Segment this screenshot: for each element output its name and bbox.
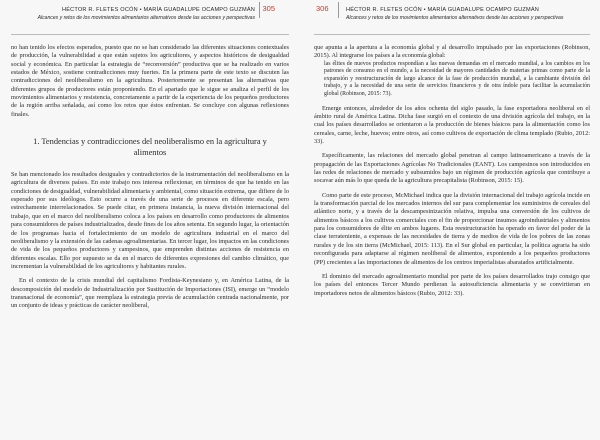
paragraph: Se han mencionado los resultados desiguales y contradictorios de la instrumentación del neoliberalismo en la agricultura de diversos países. En este trabajo nos interesa reflexionar, en términos de que ha tenido en las condiciones de desigualdad, vulnerabilidad alimentaria y ambiental, como situación extrema, que difiere de lo esperado por sus ideólogos. Esto ocurre a través de una serie de procesos en diferente escala, pero estrechamente interrelacionados. Se puede citar, en primera instancia, la nueva división internacional del trabajo, que en el marco del neoliberalismo coloca a los países en desarrollo como productores de alimentos para consumidores de países industrializados, desde fines de los años setenta. En segundo lugar, la orientación de los programas hacia el fortalecimiento de un modelo de agricultura industrial en el marco del neoliberalismo y la extensión de las cadenas agroalimentarias. En tercer lugar, los impactos en las condiciones de vida de los pequeños productores y campesinos, que emprenden distintas acciones de resistencia en diferentes escalas. Ello por supuesto se da en el marco de diferentes expresiones del cambio climático, que incrementan la vulnerabilidad de los agricultores y habitantes rurales. [11, 171, 289, 270]
block-quote: las élites de nuevos productos respondían a las nuevas demandas en el mercado mundial, a los cambios en los patrones de consumo en el mundo, a la necesidad de mayores cantidades de materias primas como parte de la expansión y reestructuración de largo alcance de la fase de producción mundial, a la cambiante división del trabajo, y a la necesidad de una serie de servicios financieros y de otra índole para facilitar la acumulación global (Robinson, 2015: 73). [324, 60, 590, 98]
section-heading: 1. Tendencias y contradicciones del neoliberalismo en la agricultura y alimentos [33, 137, 267, 157]
page-number: 306 [316, 4, 329, 13]
paragraph: En el contexto de la crisis mundial del capitalismo Fordista-Keynesiano y, en América Latina, de la descomposición del modelo de Industrialización por Sustitución de Importaciones (ISI), emerge un “modelo transnacional de economía”, que reemplaza la estrategia previa de acumulación centrada nacionalmente, por un conjunto de ideas y prácticas de carácter neoliberal, [11, 277, 289, 310]
header-title: Alcances y retos de los movimientos alimentarios alternativos desde las acciones y perspectivas [346, 15, 564, 21]
paragraph: Como parte de este proceso, McMichael indica que la división internacional del trabajo agrícola incide en la transformación parcial de los mercados internos del sur para complementar los suministros de cereales del atlántico norte, y a través de la descampesinización relativa, impulsa una conversión de los cultivos de alimentos básicos a los cultivos comerciales con el fin de proporcionar insumos agroindustriales y alimentos para los consumidores de élite en ambos lugares. Esta reestructuración ha operado en favor del poder de la clase terrateniente, a expensas de las necesidades de tierra y de medios de vida de los pobres de las zonas rurales y de los sin tierra (McMichael, 2015: 113). En el Sur global en particular, la política agraria ha sido reconfigurada para adaptarse al régimen neoliberal de alimentos, exponiendo a los pequeños productores (PP) crecientes a las importaciones de alimentos de los centros imperialistas abaratados artificialmente. [314, 191, 590, 266]
header-authors: HÉCTOR R. FLETES OCÓN • MARÍA GUADALUPE OCAMPO GUZMÁN [61, 7, 255, 13]
page-body [314, 35, 590, 298]
header-divider [338, 2, 339, 18]
header-authors: HÉCTOR R. FLETES OCÓN • MARÍA GUADALUPE OCAMPO GUZMÁN [346, 7, 540, 13]
paragraph: no han tenido los efectos esperados, puesto que no se han considerado las diferentes situaciones contextuales de producción, la vulnerabilidad a que están sujetos los agricultores, y aspectos históricos de desigualdad social y económica. En particular la estrategia de “reconversión” productiva que se ha realizado en varios estados de México, sostiene contradicciones muy fuertes. En la primera parte de este texto se discuten las contradicciones del neoliberalismo en la agricultura. Posteriormente se presentan las alternativas que diferentes grupos de productores están proponiendo. En el apartado que le sigue se analiza el perfil de los movimientos alimentarios y resistencia, concretamente a partir de la experiencia de los pequeños productores de la región arriba señalada, así como los retos que éstos enfrentan. Se concluye con algunas reflexiones finales. [11, 44, 289, 118]
paragraph: que apunta a la apertura a la economía global y al desarrollo impulsado por las exportaciones (Robinson, 2015). Al integrarse los países a la economía global: [314, 44, 590, 60]
paragraph: Específicamente, las relaciones del mercado global penetran al campo latinoamericano a través de la propagación de las Exportaciones Agrícolas No Tradicionales (EANT). Los campesinos son introducidos en las redes de relaciones de mercado y subsumidos bajo un régimen de producción agrícola que contribuye a socavar aún más lo que queda de la agricultura precapitalista (Robinson, 2015: 15). [314, 152, 590, 185]
running-title [38, 6, 255, 22]
page-body [11, 35, 289, 311]
header-title: Alcances y retos de los movimientos alimentarios alternativos desde las acciones y perspectivas [37, 15, 255, 21]
page-number: 305 [262, 4, 275, 13]
running-header [314, 0, 590, 35]
header-divider [259, 2, 260, 18]
running-header [11, 0, 289, 35]
running-title [346, 6, 563, 22]
paragraph: El dominio del mercado agroalimentario mundial por parte de los países desarrollados trajo consigo que los países del entonces Tercer Mundo perdieran la autosuficiencia alimentaria y se convirtieran en importadores netos de alimentos básicos (Rubio, 2012: 33). [314, 272, 590, 297]
paragraph: Emerge entonces, alrededor de los años ochenta del siglo pasado, la fase exportadora neoliberal en el ámbito rural de América Latina. Dicha fase surgió en el contexto de una división agrícola del trabajo, en la cual los países desarrollados se orientaron a la producción de bienes básicos para la alimentación como los cereales, carne, leche, huevos; entre otros, así como cultivos de exportación de clima templado (Rubio, 2012: 33). [314, 104, 590, 146]
right-page [300, 0, 600, 440]
